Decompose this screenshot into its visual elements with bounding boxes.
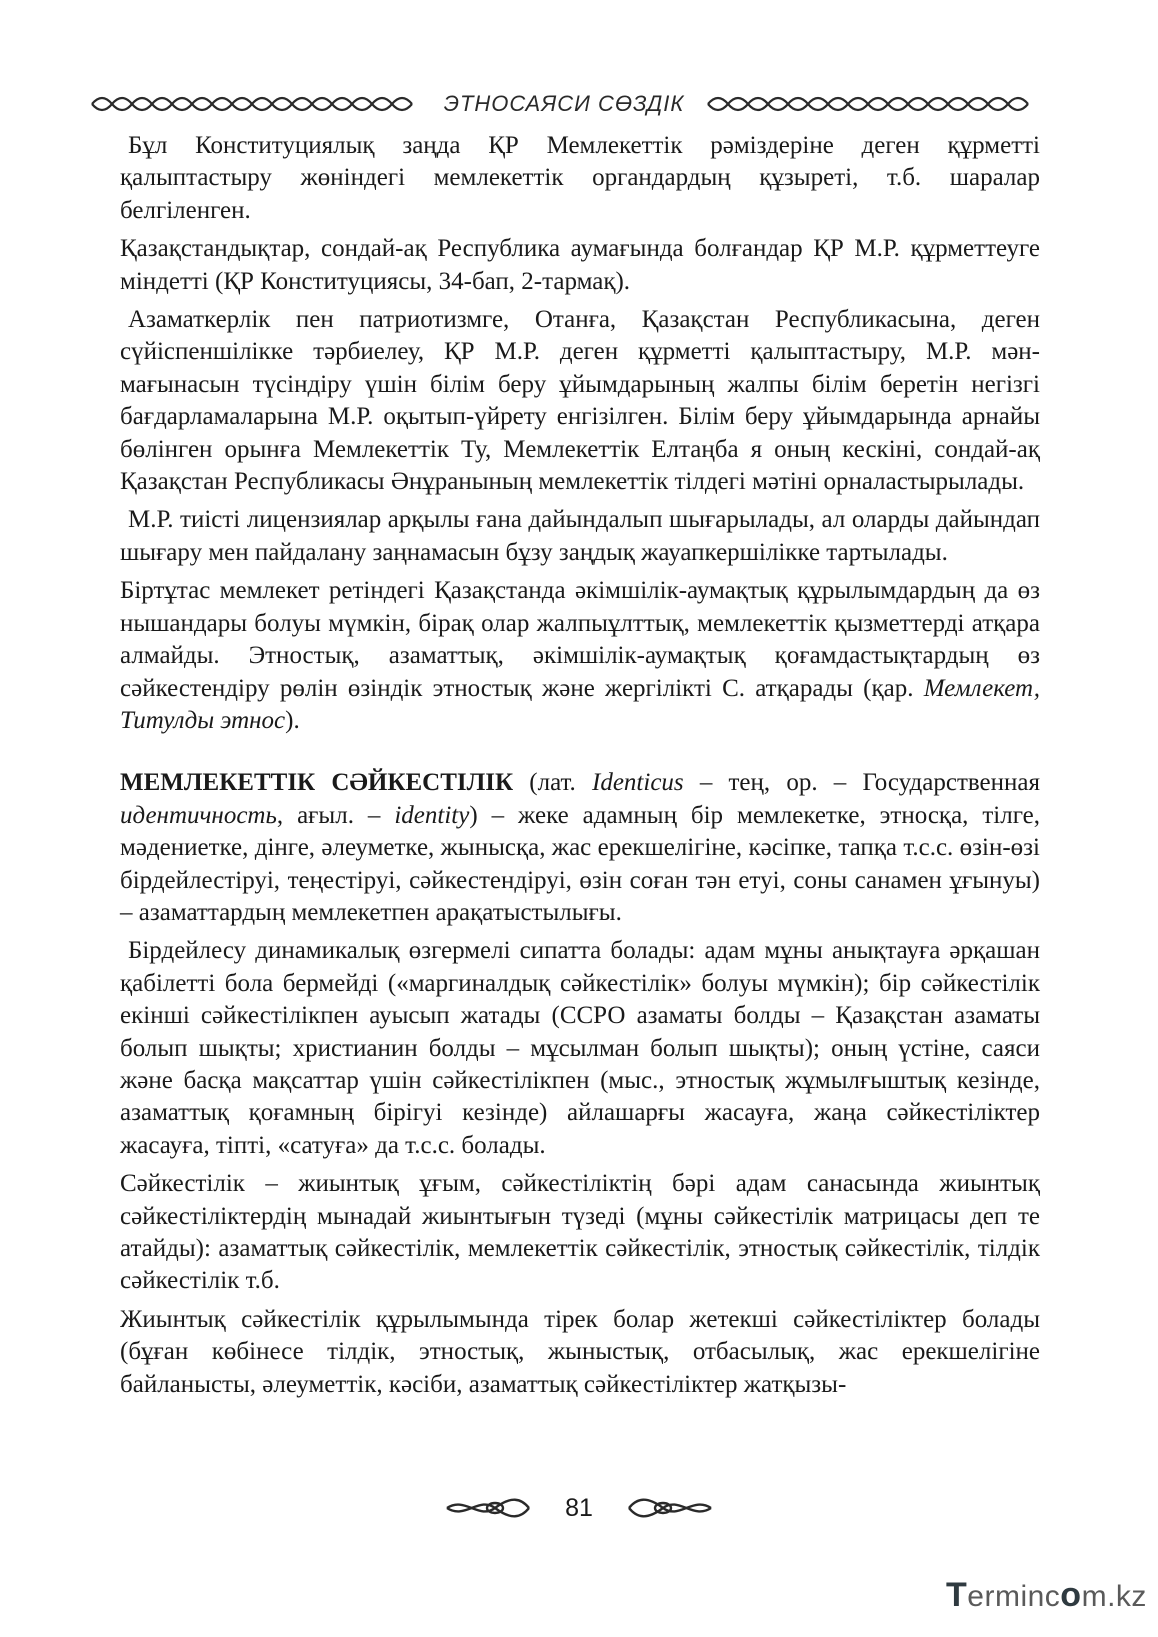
flourish-left-icon bbox=[445, 1494, 531, 1522]
paragraph bbox=[120, 1304, 1040, 1401]
paragraph-tail: ). bbox=[285, 706, 300, 734]
paragraph-text: Азаматкерлік пен патриотизмге, Отанға, Қазақстан Республикасына, деген сүйіспеншілікке тәрбиелеу, ҚР М.Р. деген құрметті қалыптастыру, М.Р. мән-мағынасын түсіндіру үшін білім беру ұйымдарының жалпы білім беретін негізгі бағдарламаларына М.Р. оқытып-үйрету енгізілген. Білім беру ұйымдарында арнайы бөлінген орынға Мемлекеттік Ту, Мемлекеттік Елтаңба я оның кескіні, сондай-ақ Қазақстан Республикасы Әнұранының мемлекеттік тілдегі мәтіні орналастырылады. bbox=[120, 306, 1040, 496]
entry-text: , ағыл. – bbox=[276, 801, 395, 829]
flourish-right-icon bbox=[627, 1494, 713, 1522]
ornament-right-icon bbox=[704, 92, 1040, 116]
entry-italic: идентичность bbox=[120, 801, 277, 829]
paragraph-text: Бірдейлесу динамикалық өзгермелі сипатта болады: адам мұны анықтауға әрқашан қабілетті бола бермейді («маргиналдық сәйкестілік» болуы мүмкін); бір сәйкестілік екінші сәйкестілікпен ауысып жатады (ССРО азаматы болды – Қазақстан азаматы болып шықты; христианин болды – мұсылман болып шықты); оның үстіне, саяси және басқа мақсаттар үшін сәйкестілікпен (мыс., этностық жұмылғыштық кезінде, азаматтық қоғамның бірігуі кезінде) айлашарғы жасауға, жаңа сәйкестіліктер жасауға, тіпті, «сатуға» да т.с.с. болады. bbox=[120, 937, 1040, 1159]
running-header bbox=[88, 84, 1040, 124]
cross-reference: Мемлекет, Титулды этнос bbox=[120, 674, 1040, 734]
paragraph-text: М.Р. тиісті лицензиялар арқылы ғана дайындалып шығарылады, ал оларды дайындап шығару мен пайдалану заңнамасын бұзу заңдық жауапкершілікке тартылады. bbox=[120, 506, 1040, 566]
page-footer bbox=[0, 1488, 1158, 1528]
body-text bbox=[120, 130, 1040, 1401]
watermark-o: o bbox=[1060, 1576, 1082, 1614]
paragraph bbox=[120, 304, 1040, 498]
page-number: 81 bbox=[565, 1493, 593, 1522]
termincom-watermark bbox=[946, 1576, 1147, 1615]
paragraph-text: Біртұтас мемлекет ретіндегі Қазақстанда әкімшілік-аумақтық құрылымдардың да өз нышандары болуы мүмкін, бірақ олар жалпыұлттық, мемлекеттік қызметтерді атқара алмайды. Этностық, азаматтық, әкімшілік-аумақтық қоғамдастықтардың өз сәйкестендіру рөлін өзіндік этностық және жергілікті С. атқарады (қар. bbox=[120, 577, 1040, 702]
entry-italic: Identicus bbox=[592, 769, 684, 797]
paragraph-text: Бұл Конституциялық заңда ҚР Мемлекеттік рәміздеріне деген құрметті қалыптастыру жөніндегі мемлекеттік органдардың құзыреті, т.б. шаралар белгіленген. bbox=[120, 132, 1040, 224]
entry-text: ) – жеке адамның бір мемлекетке, этносқа, тілге, мәдениетке, дінге, әлеуметке, жынысқа, жас ерекшелігіне, кәсіпке, тапқа т.с.с. өзін-өзі бірдейлестіруі, теңестіруі, сәйкестендіруі, өзін соған тән етуі, соны санамен ұғынуы) – азаматтардың мемлекетпен арақатыстылығы. bbox=[120, 801, 1040, 926]
entry-text: (лат. bbox=[513, 769, 592, 797]
paragraph bbox=[120, 504, 1040, 569]
paragraph bbox=[120, 935, 1040, 1162]
watermark-initial: T bbox=[946, 1576, 968, 1614]
paragraph-text: Қазақстандықтар, сондай-ақ Республика аумағында болғандар ҚР М.Р. құрметтеуге міндетті (ҚР Конституциясы, 34-бап, 2-тармақ). bbox=[120, 235, 1040, 295]
paragraph-text: Сәйкестілік – жиынтық ұғым, сәйкестіліктің бәрі адам санасында жиынтық сәйкестіліктердің мынадай жиынтығын түзеді (мұны сәйкестілік матрицасы деп те атайды): азаматтық сәйкестілік, мемлекеттік сәйкестілік, этностық сәйкестілік, тілдік сәйкестілік т.б. bbox=[120, 1170, 1040, 1295]
entry-term: МЕМЛЕКЕТТІК СӘЙКЕСТІЛІК bbox=[120, 769, 514, 797]
paragraph bbox=[120, 233, 1040, 298]
entry-text: – тең, ор. – Государственная bbox=[683, 769, 1040, 797]
paragraph bbox=[120, 1168, 1040, 1298]
watermark-text: erminc bbox=[967, 1580, 1061, 1613]
paragraph bbox=[120, 575, 1040, 737]
running-title: ЭТНОСАЯСИ СӨЗДІК bbox=[443, 91, 685, 116]
paragraph-text: Жиынтық сәйкестілік құрылымында тірек болар жетекші сәйкестіліктер болады (бұған көбінесе тілдік, этностық, жыныстық, отбасылық, жас ерекшелігіне байланысты, әлеуметтік, кәсіби, азаматтық сәйкестіліктер жатқызы- bbox=[120, 1305, 1040, 1398]
paragraph bbox=[120, 130, 1040, 227]
watermark-domain: m.kz bbox=[1081, 1580, 1147, 1613]
ornament-left-icon bbox=[88, 92, 424, 116]
entry-italic: identity bbox=[394, 801, 470, 829]
dictionary-entry bbox=[120, 767, 1040, 929]
